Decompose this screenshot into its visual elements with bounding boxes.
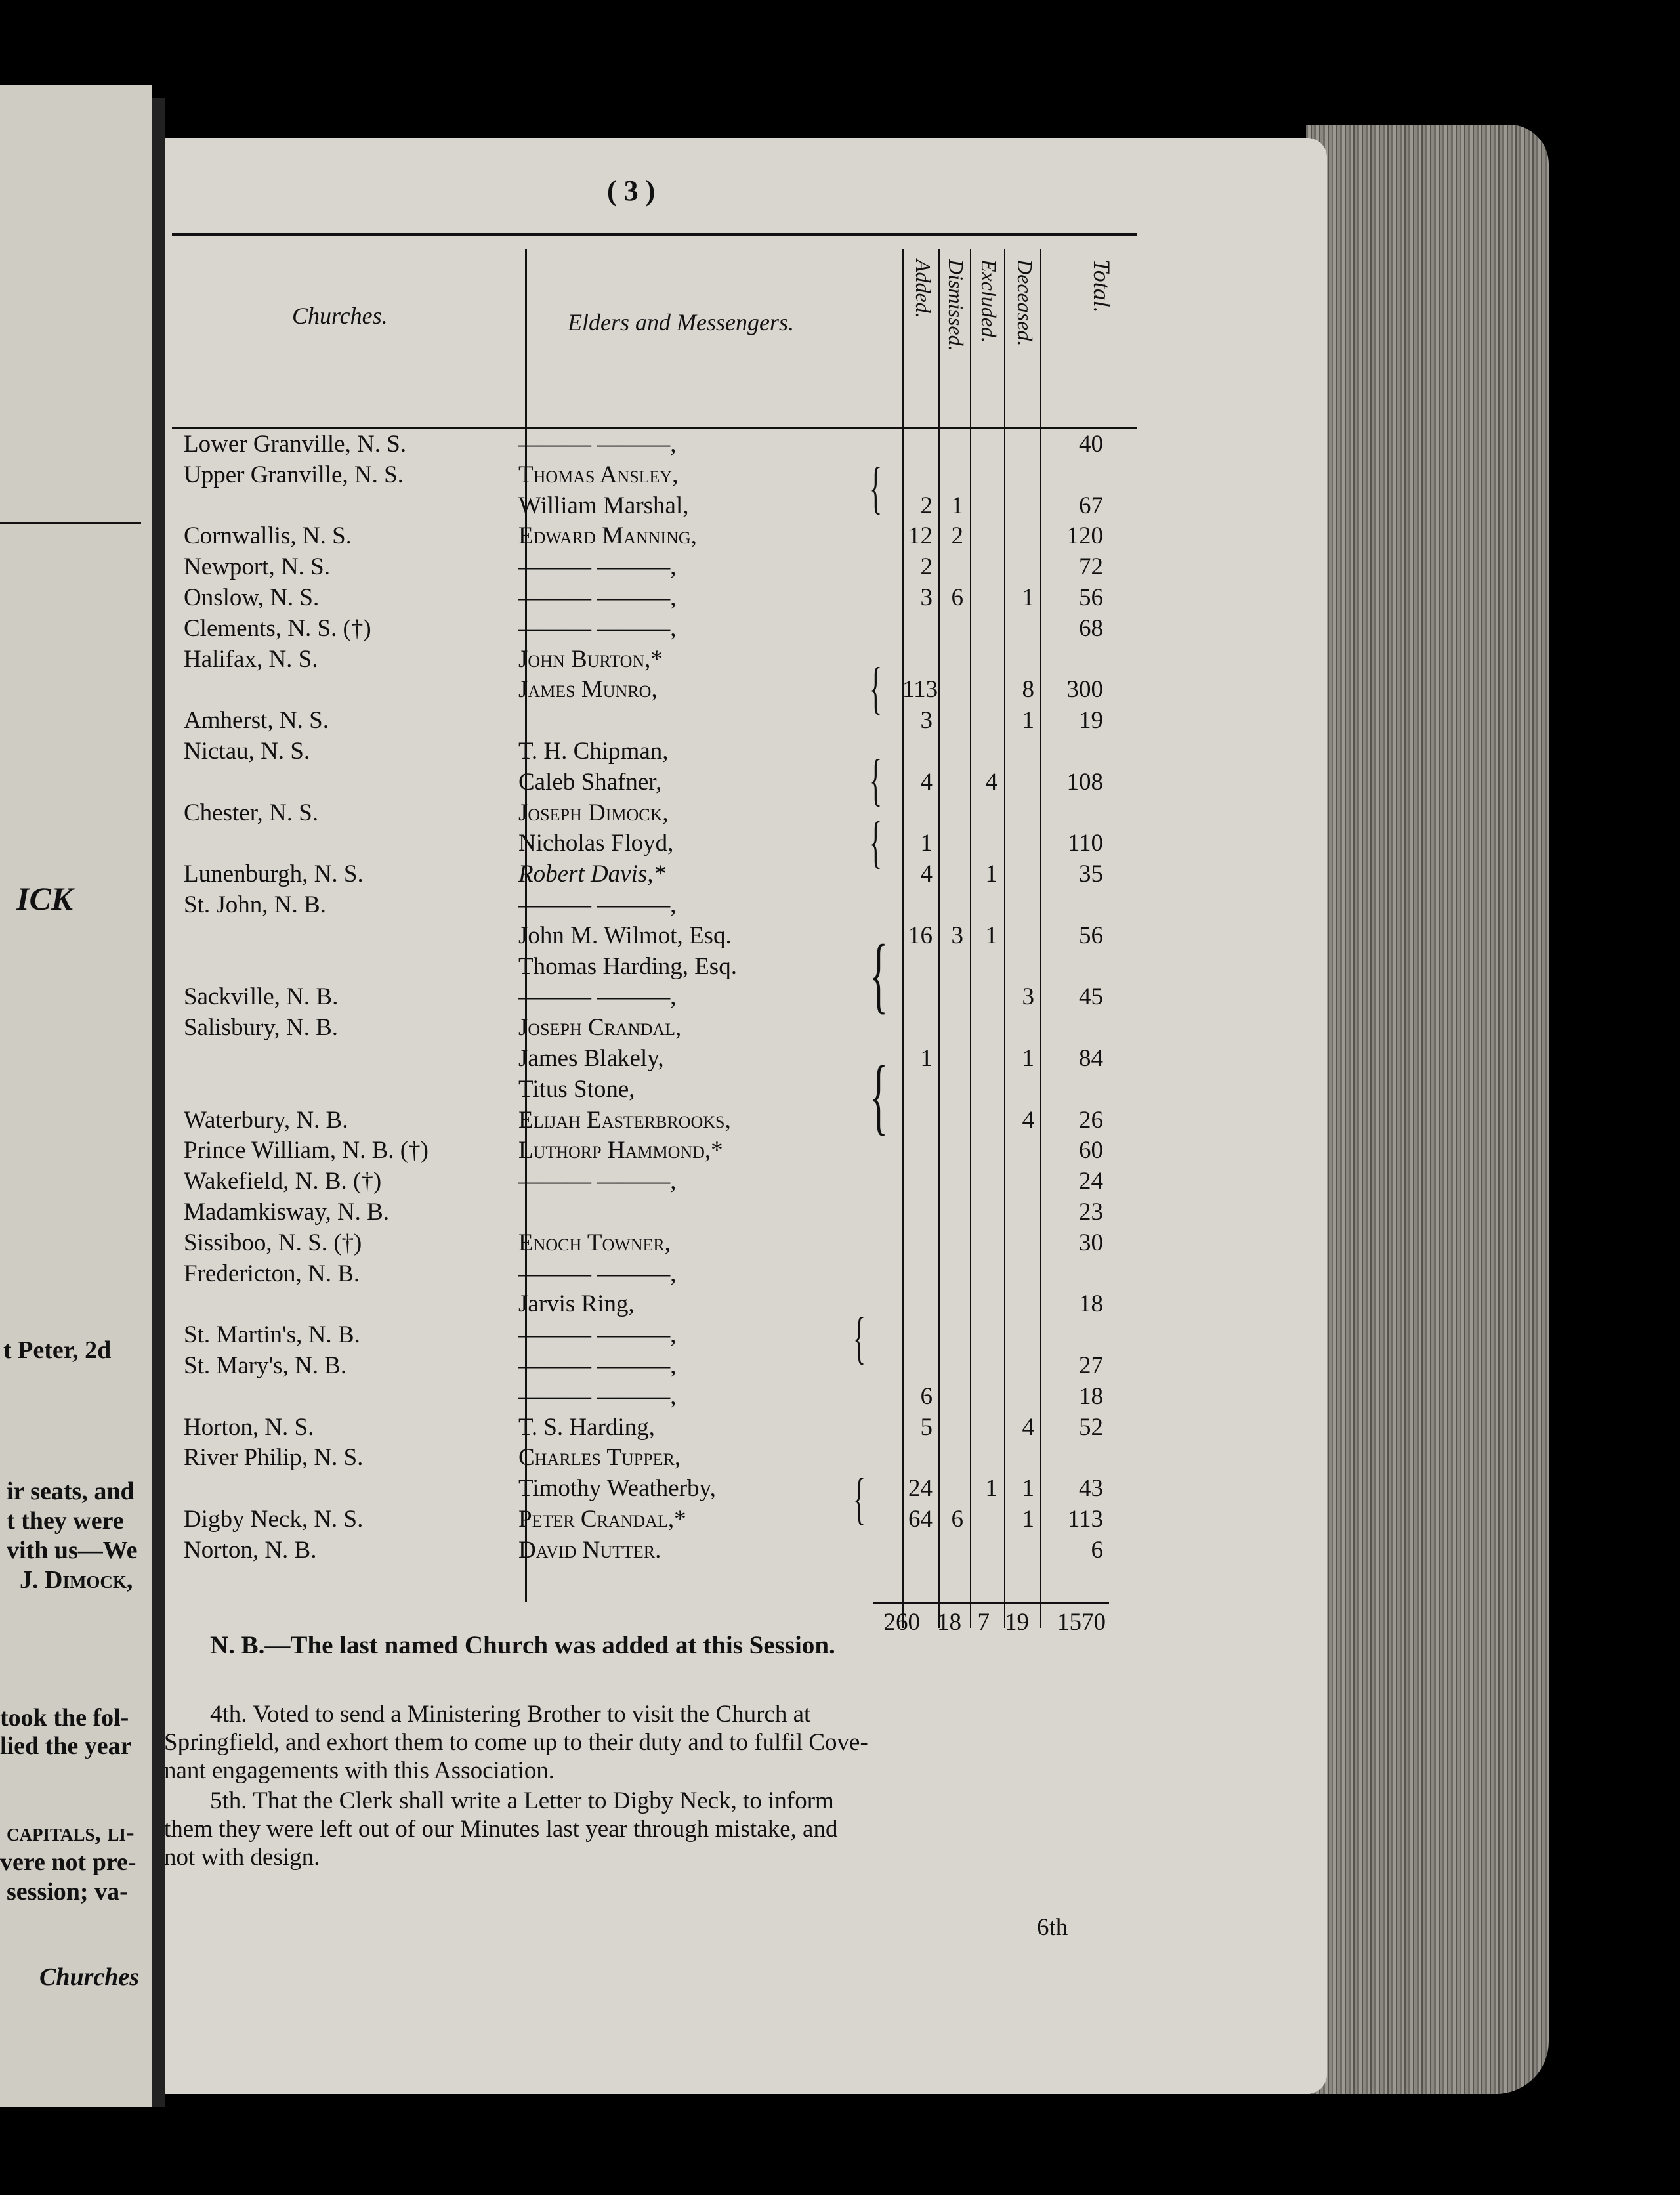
left-text-fragment: ir seats, and [7,1478,135,1505]
count-deceased: 1 [1022,1475,1034,1502]
total-added: 260 [883,1609,920,1636]
left-text-fragment: J. Dimock, [20,1566,133,1594]
table-top-rule [172,233,1137,236]
church-name: Sissiboo, N. S. (†) [184,1229,362,1256]
church-name: Prince William, N. B. (†) [184,1137,429,1164]
elder-name: ——— ———, [518,1383,677,1410]
count-total: 18 [1079,1290,1103,1317]
church-name: Nictau, N. S. [184,738,310,765]
count-total: 30 [1079,1229,1103,1256]
header-churches: Churches. [292,303,388,329]
church-name: Sackville, N. B. [184,983,339,1010]
church-name: St. John, N. B. [184,891,326,918]
para5-line: them they were left out of our Minutes last year through mistake, and [164,1816,838,1843]
count-total: 110 [1067,830,1103,857]
church-name: River Philip, N. S. [184,1444,364,1471]
count-added: 64 [908,1506,933,1533]
left-text-fragment: took the fol- [0,1704,129,1732]
count-total: 6 [1091,1537,1103,1564]
left-text-fragment: Churches [39,1963,140,1991]
elder-name: ——— ———, [518,891,677,918]
brace-mark: { [870,748,883,812]
elder-name: T. H. Chipman, [518,738,669,765]
elder-name: ——— ———, [518,983,677,1010]
left-text-fragment: session; va- [7,1878,128,1906]
church-name: St. Martin's, N. B. [184,1321,360,1348]
count-dismissed: 6 [951,584,963,611]
elder-name: Robert Davis,* [518,861,666,887]
elder-name: John Burton,* [518,646,663,673]
left-text-fragment: vere not pre- [0,1848,136,1876]
header-dismissed: Dismissed. [944,259,968,351]
church-name: Chester, N. S. [184,799,319,826]
elder-name: ——— ———, [518,1168,677,1195]
elder-name: Joseph Crandal, [518,1014,682,1041]
church-name: Waterbury, N. B. [184,1107,348,1134]
count-total: 84 [1079,1045,1103,1072]
count-dismissed: 1 [951,492,963,519]
elder-name: Enoch Towner, [518,1229,671,1256]
church-name: Norton, N. B. [184,1537,317,1564]
count-total: 35 [1079,861,1103,887]
count-added: 24 [908,1475,933,1502]
elder-name: Thomas Harding, Esq. [518,953,737,980]
count-total: 113 [1067,1506,1103,1533]
count-total: 18 [1079,1383,1103,1410]
page-number: ( 3 ) [607,175,656,207]
count-total: 60 [1079,1137,1103,1164]
elder-name: ——— ———, [518,584,677,611]
left-text-fragment: t Peter, 2d [3,1336,112,1364]
count-added: 2 [920,553,933,580]
brace-mark: { [853,1306,866,1370]
church-name: Digby Neck, N. S. [184,1506,364,1533]
total-total: 1570 [1057,1609,1106,1636]
count-added: 3 [920,584,933,611]
elder-name: William Marshal, [518,492,689,519]
count-deceased: 4 [1022,1414,1034,1441]
elder-name: ——— ———, [518,1352,677,1379]
count-total: 108 [1066,769,1103,796]
count-deceased: 1 [1022,1045,1034,1072]
elder-name: David Nutter. [518,1537,662,1564]
elder-name: Edward Manning, [518,522,697,549]
count-added: 1 [920,830,933,857]
count-excluded: 4 [985,769,998,796]
elder-name: ——— ———, [518,431,677,458]
para4-line: 4th. Voted to send a Ministering Brother to visit the Church at [210,1701,811,1728]
elder-name: Charles Tupper, [518,1444,681,1471]
count-total: 120 [1066,522,1103,549]
left-text-fragment: capitals, li- [7,1819,135,1846]
totals-rule [873,1602,1109,1604]
church-name: Amherst, N. S. [184,707,329,734]
total-dismissed: 18 [937,1609,961,1636]
count-deceased: 1 [1022,584,1034,611]
count-excluded: 1 [985,922,998,949]
elder-name: Peter Crandal,* [518,1506,686,1533]
church-name: Salisbury, N. B. [184,1014,339,1041]
para5-line: 5th. That the Clerk shall write a Letter to Digby Neck, to inform [210,1787,834,1814]
total-excluded: 7 [977,1609,990,1636]
church-name: Newport, N. S. [184,553,331,580]
header-excluded: Excluded. [977,259,1001,343]
count-total: 56 [1079,922,1103,949]
left-page-fragment [0,85,152,2107]
left-rule [0,522,141,524]
count-total: 23 [1079,1199,1103,1225]
count-total: 43 [1079,1475,1103,1502]
header-deceased: Deceased. [1013,259,1037,347]
elder-name: Jarvis Ring, [518,1290,635,1317]
header-total: Total. [1089,259,1115,313]
elder-name: James Blakely, [518,1045,664,1072]
count-added: 1 [920,1045,933,1072]
brace-mark: { [870,927,889,1022]
count-total: 24 [1079,1168,1103,1195]
count-added: 3 [920,707,933,734]
elder-name: Nicholas Floyd, [518,830,674,857]
count-deceased: 1 [1022,707,1034,734]
elder-name: Titus Stone, [518,1076,635,1103]
elder-name: James Munro, [518,676,658,703]
church-name: Upper Granville, N. S. [184,461,404,488]
count-dismissed: 2 [951,522,963,549]
elder-name: John M. Wilmot, Esq. [518,922,732,949]
church-name: Onslow, N. S. [184,584,320,611]
count-excluded: 1 [985,861,998,887]
count-deceased: 4 [1022,1107,1034,1134]
left-heading-fragment: ICK [16,880,74,917]
count-dismissed: 6 [951,1506,963,1533]
left-text-fragment: vith us—We [7,1537,138,1564]
count-total: 45 [1079,983,1103,1010]
header-added: Added. [912,259,935,318]
count-added: 5 [920,1414,933,1441]
count-total: 300 [1066,676,1103,703]
elder-name: ——— ———, [518,1260,677,1287]
elder-name: ——— ———, [518,1321,677,1348]
count-total: 52 [1079,1414,1103,1441]
left-text-fragment: lied the year [0,1732,132,1760]
total-deceased: 19 [1005,1609,1029,1636]
count-deceased: 3 [1022,983,1034,1010]
count-added: 16 [908,922,933,949]
count-total: 40 [1079,431,1103,458]
brace-mark: { [870,1049,889,1143]
count-deceased: 8 [1022,676,1034,703]
elder-name: Joseph Dimock, [518,799,669,826]
church-name: St. Mary's, N. B. [184,1352,347,1379]
count-total: 19 [1079,707,1103,734]
count-total: 26 [1079,1107,1103,1134]
para4-line: Springfield, and exhort them to come up to their duty and to fulfil Cove- [164,1729,868,1756]
church-name: Horton, N. S. [184,1414,314,1441]
brace-mark: { [870,456,883,520]
count-excluded: 1 [985,1475,998,1502]
count-deceased: 1 [1022,1506,1034,1533]
count-added: 4 [920,769,933,796]
book-spine [152,98,165,2107]
note-text: N. B.—The last named Church was added at this Session. [210,1631,835,1659]
elder-name: Timothy Weatherby, [518,1475,716,1502]
para5-line: not with design. [164,1844,320,1871]
church-name: Clements, N. S. (†) [184,615,371,642]
count-total: 68 [1079,615,1103,642]
church-name: Wakefield, N. B. (†) [184,1168,382,1195]
church-name: Fredericton, N. B. [184,1260,360,1287]
elder-name: Luthorp Hammond,* [518,1137,723,1164]
church-name: Cornwallis, N. S. [184,522,352,549]
count-added: 2 [920,492,933,519]
count-added: 6 [920,1383,933,1410]
catchword: 6th [1037,1914,1068,1941]
count-added: 4 [920,861,933,887]
elder-name: Thomas Ansley, [518,461,679,488]
church-name: Halifax, N. S. [184,646,318,673]
left-text-fragment: t they were [7,1507,124,1535]
header-bottom-rule [172,427,1137,429]
church-name: Lunenburgh, N. S. [184,861,364,887]
count-added: 12 [908,522,933,549]
count-added: 113 [902,676,938,703]
elder-name: Elijah Easterbrooks, [518,1107,731,1134]
para4-line: nant engagements with this Association. [164,1757,555,1784]
brace-mark: { [853,1467,866,1531]
brace-mark: { [870,656,883,720]
elder-name: T. S. Harding, [518,1414,655,1441]
header-elders: Elders and Messengers. [568,309,794,335]
elder-name: ——— ———, [518,615,677,642]
count-dismissed: 3 [951,922,963,949]
church-name: Lower Granville, N. S. [184,431,407,458]
count-total: 72 [1079,553,1103,580]
brace-mark: { [870,811,883,874]
elder-name: ——— ———, [518,553,677,580]
count-total: 56 [1079,584,1103,611]
count-total: 67 [1079,492,1103,519]
count-total: 27 [1079,1352,1103,1379]
elder-name: Caleb Shafner, [518,769,662,796]
church-name: Madamkisway, N. B. [184,1199,390,1225]
page-edges [1306,125,1549,2094]
